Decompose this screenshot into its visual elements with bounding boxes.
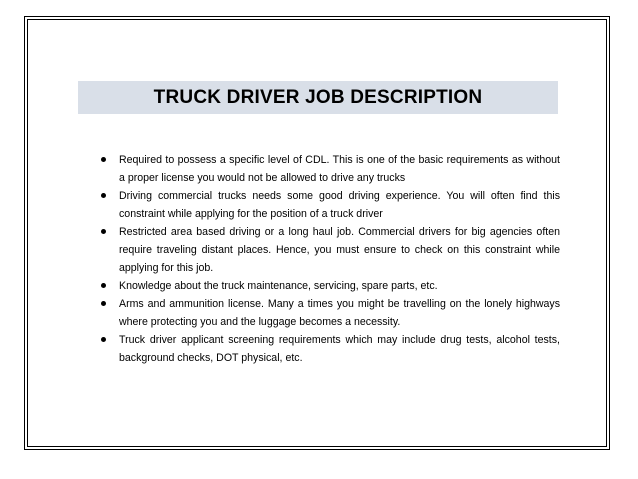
list-item <box>95 331 560 367</box>
bullet-icon <box>101 157 106 162</box>
bullet-icon <box>101 193 106 198</box>
bullet-icon <box>101 283 106 288</box>
list-item-text: Required to possess a specific level of CDL. This is one of the basic requirements as without a proper license you would not be allowed to drive any trucks <box>119 154 560 184</box>
title-banner <box>78 81 558 114</box>
list-item-text: Driving commercial trucks needs some good driving experience. You will often find this constraint while applying for the position of a truck driver <box>119 190 560 220</box>
list-item-text: Restricted area based driving or a long haul job. Commercial drivers for big agencies often require traveling distant places. Hence, you must ensure to check on this constraint while applying for this job. <box>119 226 560 274</box>
bullet-icon <box>101 337 106 342</box>
list-item <box>95 223 560 277</box>
list-item-text: Truck driver applicant screening requirements which may include drug tests, alcohol tests, background checks, DOT physical, etc. <box>119 334 560 364</box>
list-item <box>95 295 560 331</box>
list-item <box>95 151 560 187</box>
bullet-icon <box>101 229 106 234</box>
requirements-list <box>95 151 560 367</box>
list-item <box>95 277 560 295</box>
bullet-icon <box>101 301 106 306</box>
list-item-text: Knowledge about the truck maintenance, servicing, spare parts, etc. <box>119 280 438 292</box>
document-title: TRUCK DRIVER JOB DESCRIPTION <box>153 86 483 108</box>
list-item-text: Arms and ammunition license. Many a times you might be travelling on the lonely highways where protecting you and the luggage becomes a necessity. <box>119 298 560 328</box>
list-item <box>95 187 560 223</box>
